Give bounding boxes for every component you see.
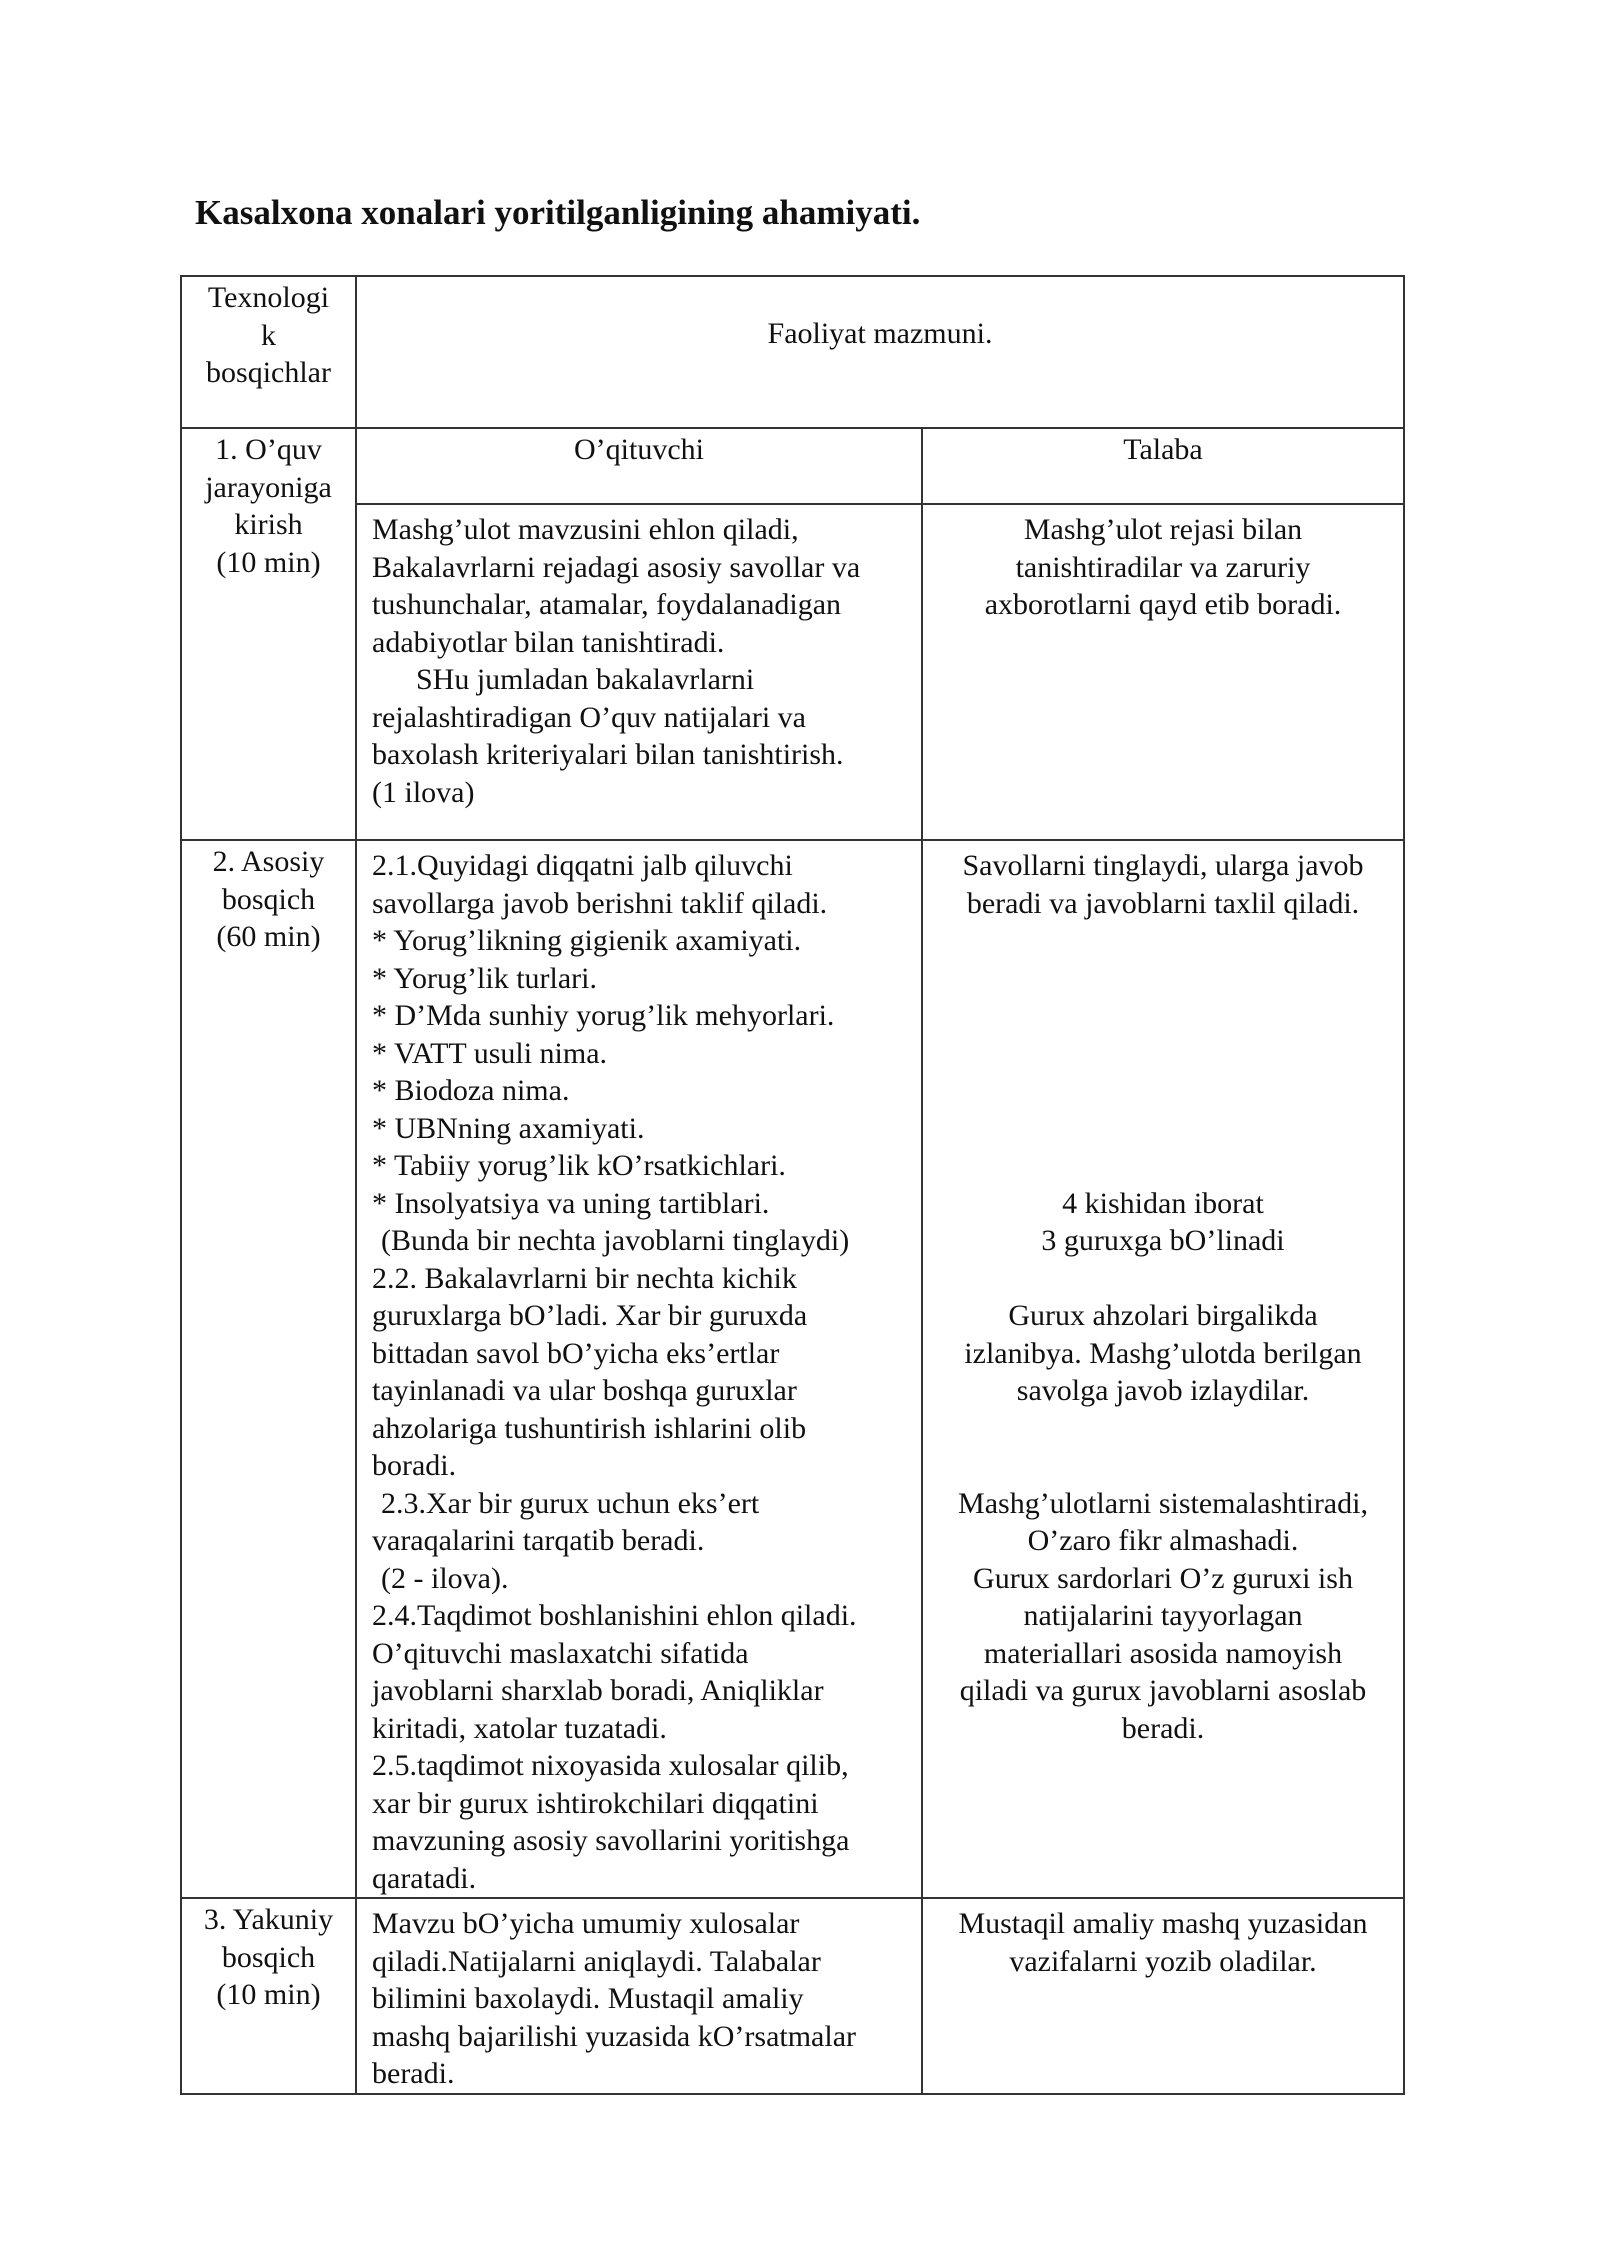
text-line: materiallari asosida namoyish [983,1636,1343,1670]
text-line: Savollarni tinglaydi, ularga javob [962,849,1364,882]
lesson-plan-table [180,275,1405,2095]
list-item: * Tabiiy yorug’lik kO’rsatkichlari. [372,1149,786,1182]
text-line: bittadan savol bO’yicha eks’ertlar [372,1336,780,1370]
stage-cell [181,840,356,1898]
text-line: 2.2. Bakalavrlarni bir nechta kichik [372,1261,797,1295]
content-header-cell [356,276,1404,428]
student-header-label: Talaba [1123,433,1203,466]
text-line: 3 guruxga bO’linadi [1041,1224,1285,1257]
stage-line: 1. O’quv [215,433,322,466]
text-line: Gurux sardorlari O’z guruxi ish [973,1561,1353,1595]
text-line: mashq bajarilishi yuzasida kO’rsatmalar [372,2019,857,2053]
text-line: javoblarni sharxlab boradi, Aniqliklar [372,1674,824,1707]
text-line: beradi. [372,2057,455,2090]
table-row [181,428,1404,504]
text-line: mavzuning asosiy savollarini yoritishga [372,1824,850,1857]
text-line: bilimini baxolaydi. Mustaqil amaliy [372,1982,804,2015]
list-item: * UBNning axamiyati. [372,1111,645,1145]
text-line: O’qituvchi maslaxatchi sifatida [372,1636,749,1670]
spacer [935,1447,1391,1485]
text-line: 4 kishidan iborat [1062,1186,1264,1220]
spacer [935,1072,1391,1110]
text-line: 2.3.Xar bir gurux uchun eks’ert [381,1486,760,1520]
teacher-cell [356,1898,922,2094]
student-header-cell [922,428,1404,504]
text-line: (1 ilova) [372,775,475,809]
teacher-header-cell [356,428,922,504]
stage-line: 2. Asosiy [212,845,325,878]
text-line: (Bunda bir nechta javoblarni tinglaydi) [381,1224,850,1257]
text-line: adabiyotlar bilan tanishtiradi. [372,625,725,659]
list-item: * Insolyatsiya va uning tartiblari. [372,1186,770,1220]
stage-line: (10 min) [216,1978,321,2011]
text-line: qaratadi. [372,1861,477,1895]
text-line: O’zaro fikr almashadi. [1027,1524,1299,1557]
table-row [181,1898,1404,2094]
teacher-cell [356,504,922,840]
stages-header-line: Texnologi [207,281,330,314]
stage-cell [181,1898,356,2094]
stage-line: bosqich [221,1940,316,1974]
text-line: Mashg’ulot mavzusini ehlon qiladi, [372,513,799,546]
table-header-row [181,276,1404,428]
text-line: tayinlanadi va ular boshqa guruxlar [372,1374,797,1407]
spacer [935,1035,1391,1073]
content-header-label: Faoliyat mazmuni. [767,317,993,350]
list-item: * D’Mda sunhiy yorug’lik mehyorlari. [372,999,835,1032]
text-line: guruxlarga bO’ladi. Xar bir guruxda [372,1299,808,1332]
text-line: natijalarini tayyorlagan [1023,1599,1303,1632]
text-line: vazifalarni yozib oladilar. [1009,1944,1317,1978]
stages-header-cell [181,276,356,428]
text-line: (2 - ilova). [381,1561,509,1595]
stage-line: kirish [234,508,303,541]
student-cell [922,840,1404,1898]
text-line: axborotlarni qayd etib boradi. [984,588,1342,621]
text-line: ahzolariga tushuntirish ishlarini olib [372,1411,807,1445]
text-line: baxolash kriteriyalari bilan tanishtirish. [372,738,844,771]
text-line: qiladi va gurux javoblarni asoslab [959,1674,1367,1707]
text-line: Mashg’ulot rejasi bilan [1023,513,1303,546]
text-line: Gurux ahzolari birgalikda [1008,1299,1318,1332]
text-line: Mavzu bO’yicha umumiy xulosalar [372,1907,800,1940]
stage-line: jarayoniga [205,470,332,504]
stages-header-line: bosqichlar [206,356,331,389]
list-item: * Yorug’likning gigienik axamiyati. [372,924,802,957]
spacer [935,1147,1391,1185]
text-line: xar bir gurux ishtirokchilari diqqatini [372,1786,819,1820]
text-line: Mustaqil amaliy mashq yuzasidan [958,1907,1368,1940]
spacer [935,922,1391,960]
spacer [935,997,1391,1035]
text-line: 2.1.Quyidagi diqqatni jalb qiluvchi [372,849,793,882]
stage-line: 3. Yakuniy [203,1903,334,1936]
text-line: qiladi.Natijalarni aniqlaydi. Talabalar [372,1944,821,1978]
list-item: * Biodoza nima. [372,1074,570,1107]
stage-line: bosqich [221,882,316,916]
page-title: Kasalxona xonalari yoritilganligining ahamiyati. [195,193,921,232]
text-line: tushunchalar, atamalar, foydalanadigan [372,588,842,621]
text-line: savollarga javob berishni taklif qiladi. [372,886,828,920]
student-cell [922,1898,1404,2094]
spacer [935,1260,1391,1298]
list-item: * VATT usuli nima. [372,1036,608,1070]
list-item: * Yorug’lik turlari. [372,961,597,995]
text-line: Mashg’ulotlarni sistemalashtiradi, [958,1486,1368,1520]
spacer [935,1110,1391,1148]
text-line: beradi va javoblarni taxlil qiladi. [966,886,1360,920]
text-line: izlanibya. Mashg’ulotda berilgan [964,1336,1362,1370]
text-line: varaqalarini tarqatib beradi. [372,1524,705,1557]
stages-header-line: k [261,318,276,352]
text-line: 2.4.Taqdimot boshlanishini ehlon qiladi. [372,1599,857,1632]
text-line: SHu jumladan bakalavrlarni [416,663,755,696]
text-line: Bakalavrlarni rejadagi asosiy savollar va [372,550,861,584]
text-line: kiritadi, xatolar tuzatadi. [372,1711,667,1745]
teacher-cell [356,840,922,1898]
spacer [935,1410,1391,1448]
stage-cell [181,428,356,840]
text-line: beradi. [1121,1711,1205,1745]
text-line: rejalashtiradigan O’quv natijalari va [372,700,806,734]
text-line: boradi. [372,1449,457,1482]
spacer [935,960,1391,998]
student-cell [922,504,1404,840]
teacher-header-label: O’qituvchi [574,433,704,466]
table-row [181,504,1404,840]
text-line: tanishtiradilar va zaruriy [1015,550,1311,584]
text-line: 2.5.taqdimot nixoyasida xulosalar qilib, [372,1749,849,1782]
stage-line: (10 min) [216,545,321,579]
text-line: savolga javob izlaydilar. [1016,1374,1310,1407]
table-row [181,840,1404,1898]
stage-line: (60 min) [216,920,321,953]
